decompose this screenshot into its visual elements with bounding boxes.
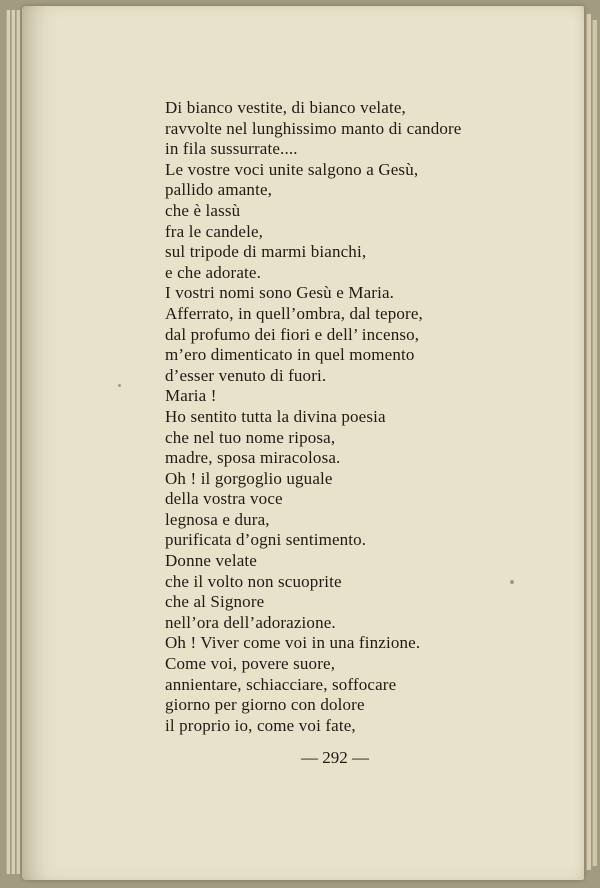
poem-line: giorno per giorno con dolore: [165, 695, 365, 715]
poem-line: Oh ! Viver come voi in una finzione.: [165, 633, 421, 653]
poem-line: fra le candele,: [165, 221, 264, 241]
page-edge-right: [586, 14, 591, 870]
poem-line: che è lassù: [165, 200, 241, 220]
paper-spot: [118, 384, 121, 387]
poem-line: Di bianco vestite, di bianco velate,: [165, 98, 406, 117]
poem-line: che il volto non scuoprite: [165, 571, 342, 591]
poem-line: ravvolte nel lunghissimo manto di candore: [165, 118, 462, 138]
poem-line: che nel tuo nome riposa,: [165, 427, 336, 447]
poem-line: in fila sussurrate....: [165, 139, 298, 159]
poem-line: m’ero dimenticato in quel momento: [165, 345, 415, 365]
poem-line: Maria !: [165, 386, 217, 406]
page-edge-left: [6, 10, 10, 874]
poem-line: che al Signore: [165, 592, 265, 612]
poem-line: Ho sentito tutta la divina poesia: [165, 406, 386, 426]
page-edge-right: [592, 20, 597, 866]
poem-line: Afferrato, in quell’ombra, dal tepore,: [165, 303, 423, 323]
poem-line: I vostri nomi sono Gesù e Maria.: [165, 283, 395, 303]
poem-line: della vostra voce: [165, 489, 283, 509]
poem-line: madre, sposa miracolosa.: [165, 448, 341, 468]
poem-line: pallido amante,: [165, 180, 273, 200]
page-number: — 292 —: [301, 748, 369, 767]
poem-line: Le vostre voci unite salgono a Gesù,: [165, 159, 419, 179]
poem-line: Oh ! il gorgoglio uguale: [165, 468, 333, 488]
poem-line: purificata d’ogni sentimento.: [165, 530, 367, 550]
poem-line: e che adorate.: [165, 262, 262, 282]
poem-line: sul tripode di marmi bianchi,: [165, 242, 367, 262]
poem-line: legnosa e dura,: [165, 509, 270, 529]
page-edge-left: [11, 10, 15, 874]
poem-text: [165, 98, 545, 736]
poem-line: Donne velate: [165, 551, 257, 571]
poem-line: dal profumo dei fiori e dell’ incenso,: [165, 324, 420, 344]
poem-line: Come voi, povere suore,: [165, 654, 336, 674]
page-edge-left: [16, 10, 20, 874]
poem-line: d’esser venuto di fuori.: [165, 365, 327, 385]
poem-line: nell’ora dell’adorazione.: [165, 612, 336, 632]
poem-line: annientare, schiacciare, soffocare: [165, 674, 397, 694]
poem-line: il proprio io, come voi fate,: [165, 715, 356, 735]
